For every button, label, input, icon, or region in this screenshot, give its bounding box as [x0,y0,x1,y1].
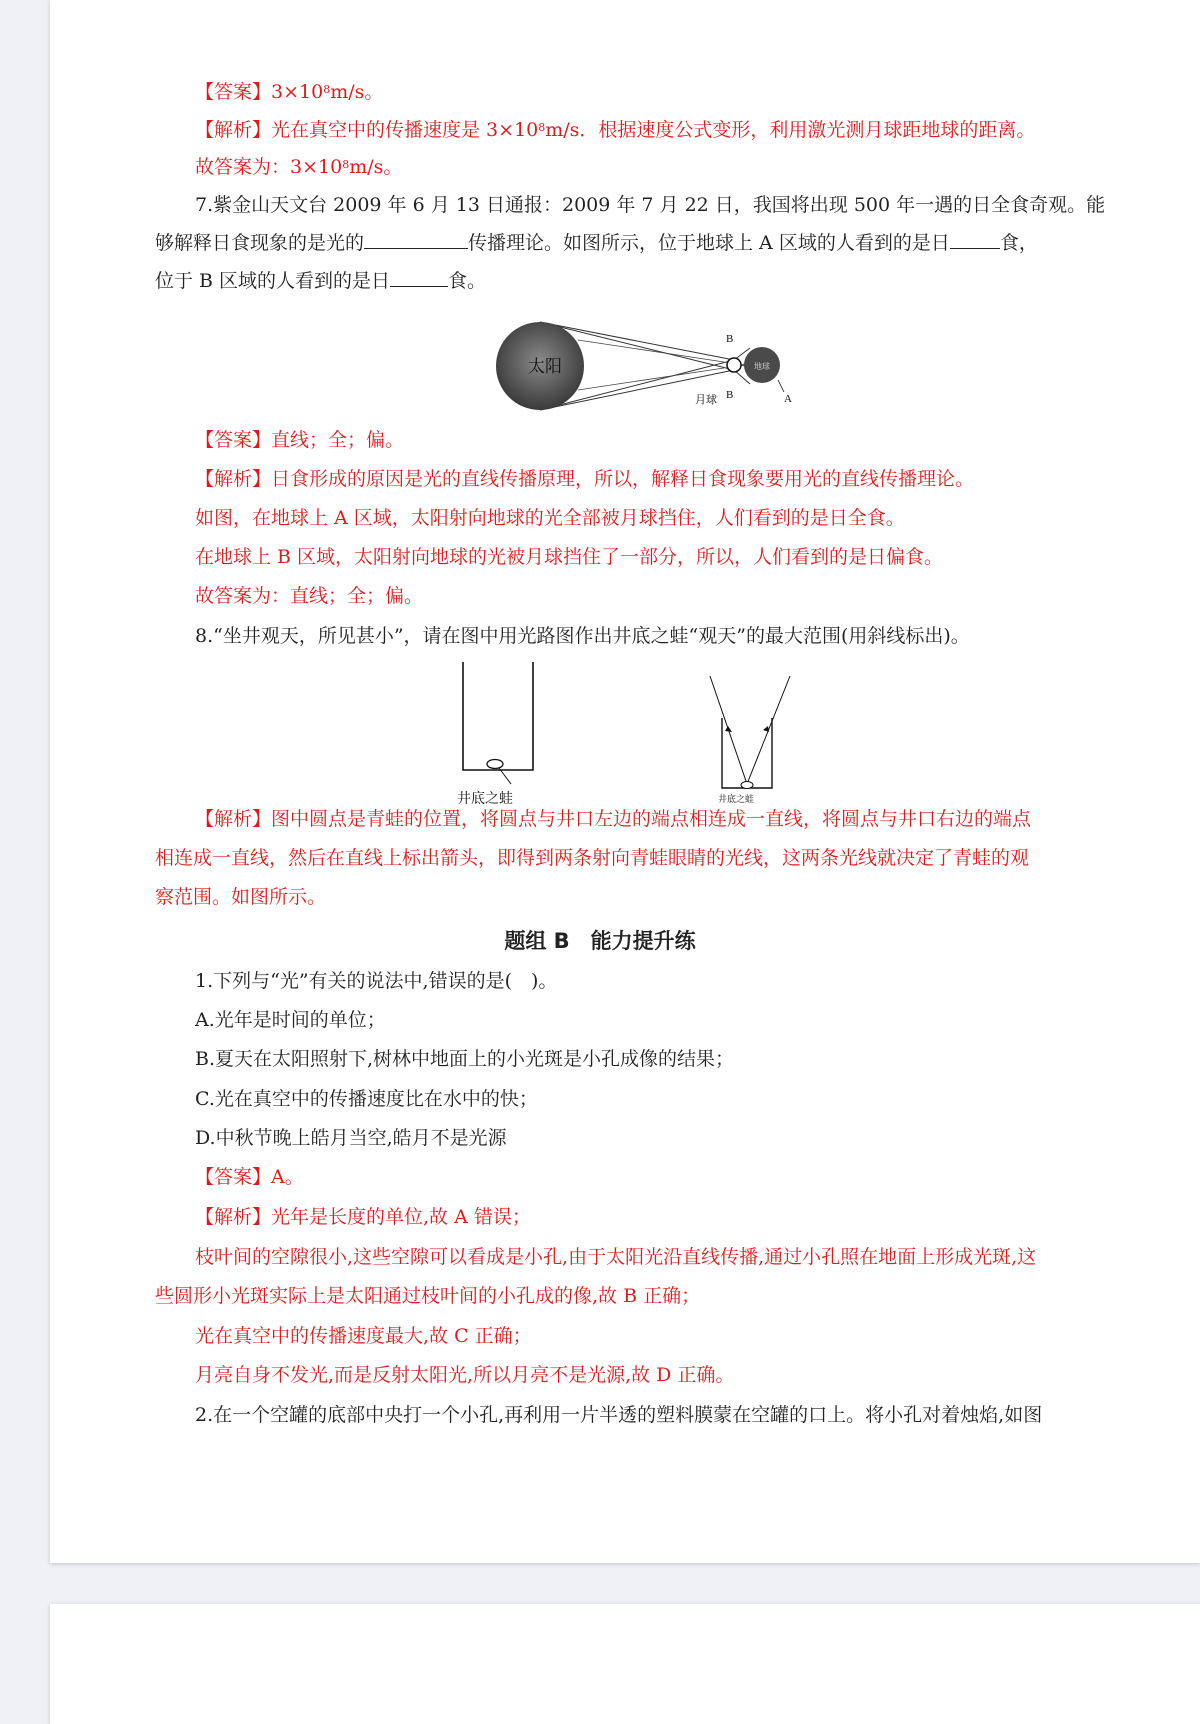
well-figure-left [455,660,565,810]
region-a-label: A [784,393,792,405]
exponent: 8 [538,121,546,134]
answer-blank [364,230,468,249]
moon-shape [727,358,741,372]
b1-analysis-1 [195,1204,531,1230]
final-text: m/s。 [349,156,403,178]
answer-text: A。 [271,1166,304,1188]
answer-tag: 【答案】 [195,81,272,103]
b1-answer [195,1164,304,1190]
figure-caption: 井底之蛙 [718,795,755,805]
answer-tag: 【答案】 [195,1166,272,1188]
region-b-top-label: B [726,333,734,345]
analysis-text: 光在真空中的传播速度是 3×10 [271,119,539,141]
question-text: 位于 B 区域的人看到的是日 [155,270,391,292]
analysis-text: 图中圆点是青蛙的位置，将圆点与井口左边的端点相连成一直线，将圆点与井口右边的端点 [271,808,1032,830]
b1-analysis-3: 些圆形小光斑实际上是太阳通过枝叶间的小孔成的像,故 B 正确； [155,1285,701,1307]
b1-analysis-5: 月亮自身不发光,而是反射太阳光,所以月亮不是光源,故 D 正确。 [195,1364,735,1386]
question-text: 食， [999,232,1038,254]
moon-label: 月球 [695,394,717,406]
answer-tag: 【答案】 [195,429,272,451]
q7-analysis-3: 在地球上 B 区域，太阳射向地球的光被月球挡住了一部分，所以，人们看到的是日偏食。 [195,546,944,568]
q7-analysis-2: 如图，在地球上 A 区域，太阳射向地球的光全部被月球挡住，人们看到的是日全食。 [195,507,905,529]
q7-final-answer: 故答案为：直线；全；偏。 [195,585,424,607]
sun-label: 太阳 [528,357,562,376]
region-b-bottom-label: B [726,389,734,401]
analysis-text: 日食形成的原因是光的直线传播原理，所以，解释日食现象要用光的直线传播理论。 [271,468,975,490]
q8-analysis-1 [195,806,1031,832]
q8-question: 8.“坐井观天，所见甚小”，请在图中用光路图作出井底之蛙“观天”的最大范围(用斜线标出)。 [195,625,970,647]
b1-option-a: A.光年是时间的单位； [195,1009,386,1031]
answer-blank [390,268,448,287]
exponent: 8 [323,83,331,96]
q7-answer [195,427,404,453]
b1-option-b: B.夏天在太阳照射下,树林中地面上的小光斑是小孔成像的结果； [195,1048,735,1070]
answer-unit: m/s。 [330,81,384,103]
q8-analysis-3: 察范围。如图所示。 [155,886,327,908]
b1-option-c: C.光在真空中的传播速度比在水中的快； [195,1088,538,1110]
q6-analysis [195,117,1035,143]
b2-question: 2.在一个空罐的底部中央打一个小孔,再利用一片半透的塑料膜蒙在空罐的口上。将小孔对着烛焰,如图 [195,1404,1043,1426]
question-text: 传播理论。如图所示，位于地球上 A 区域的人看到的是日 [468,232,950,254]
b1-question: 1.下列与“光”有关的说法中,错误的是( )。 [195,970,558,992]
exponent: 8 [342,158,350,171]
earth-label: 地球 [754,362,770,371]
figure-caption: 井底之蛙 [457,791,513,807]
q8-analysis-2: 相连成一直线，然后在直线上标出箭头，即得到两条射向青蛙眼睛的光线，这两条光线就决定了青蛙的观 [155,847,1030,869]
question-text: 食。 [448,270,487,292]
answer-value: 3×10 [271,81,324,103]
analysis-tag: 【解析】 [195,808,272,830]
b1-option-d: D.中秋节晚上皓月当空,皓月不是光源 [195,1127,507,1149]
q7-question-line3 [155,268,486,294]
q7-question-line1: 7.紫金山天文台 2009 年 6 月 13 日通报：2009 年 7 月 22 日，我国将出现 500 年一遇的日全食奇观。能 [195,194,1106,216]
section-heading: 题组 B 能力提升练 [504,929,696,953]
q6-answer [195,79,383,105]
answer-text: 直线；全；偏。 [271,429,405,451]
q7-analysis-1 [195,466,974,492]
frog-marker [487,760,503,769]
b1-analysis-2: 枝叶间的空隙很小,这些空隙可以看成是小孔,由于太阳光沿直线传播,通过小孔照在地面上形成光斑,这 [195,1246,1037,1268]
final-text: 故答案为：3×10 [195,156,343,178]
well-figure-right [702,674,802,810]
analysis-text: m/s．根据速度公式变形，利用激光测月球距地球的距离。 [545,119,1036,141]
analysis-tag: 【解析】 [195,119,272,141]
answer-blank [950,230,1000,249]
analysis-text: 光年是长度的单位,故 A 错误； [271,1206,531,1228]
solar-eclipse-figure [488,318,808,414]
analysis-tag: 【解析】 [195,468,272,490]
b1-analysis-4: 光在真空中的传播速度最大,故 C 正确； [195,1325,532,1347]
q6-final-answer [195,154,402,180]
question-text: 够解释日食现象的是光的 [155,232,365,254]
document-page-2 [50,1604,1200,1724]
analysis-tag: 【解析】 [195,1206,272,1228]
q7-question-line2 [155,230,1038,256]
